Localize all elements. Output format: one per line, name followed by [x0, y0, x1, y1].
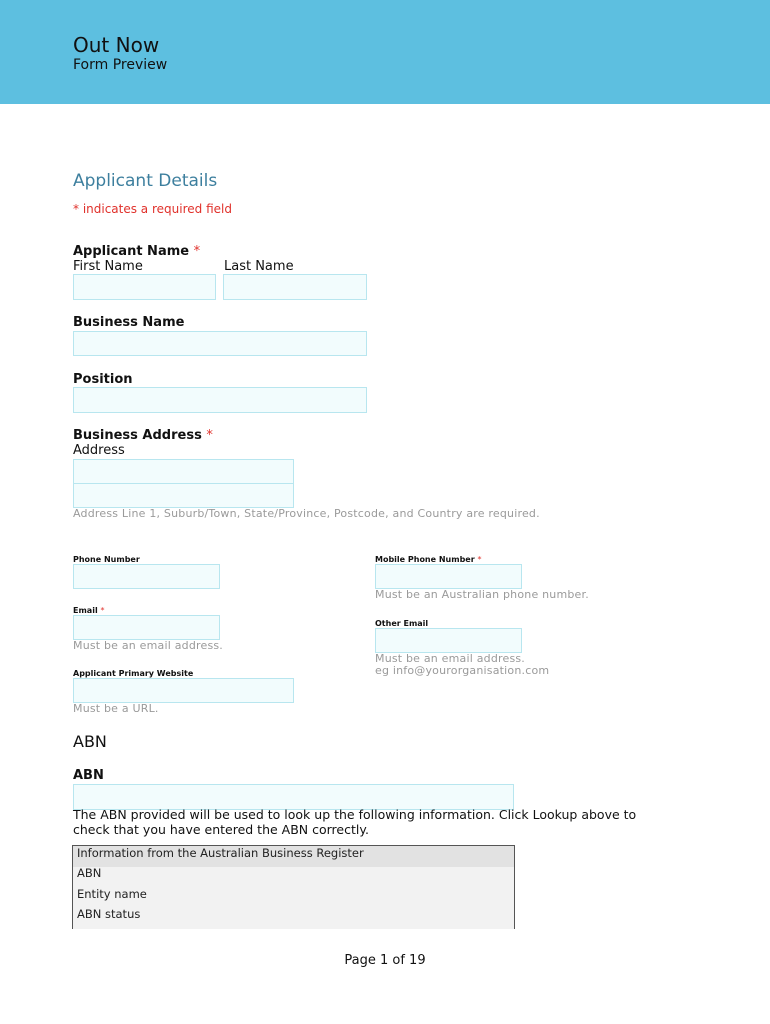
form-title: Out Now [73, 33, 160, 57]
required-note: * indicates a required field [73, 202, 232, 216]
email-label [73, 606, 104, 615]
business-name-label: Business Name [73, 315, 185, 330]
abn-label: ABN [73, 768, 104, 783]
first-name-input[interactable] [73, 274, 216, 300]
form-header [0, 0, 770, 104]
abr-row-abn-status: ABN status [77, 907, 141, 921]
email-label-text: Email [73, 606, 98, 615]
address-line1-input[interactable] [73, 459, 294, 484]
page-number: Page 1 of 19 [344, 953, 426, 968]
business-address-label-text: Business Address [73, 428, 202, 443]
email-help: Must be an email address. [73, 639, 224, 652]
business-address-label [73, 428, 213, 443]
website-help: Must be a URL. [73, 702, 159, 715]
abn-section-heading: ABN [73, 732, 107, 751]
abr-info-header: Information from the Australian Business Register [73, 846, 514, 867]
required-star: * [206, 428, 213, 443]
address-help: Address Line 1, Suburb/Town, State/Province, Postcode, and Country are required. [73, 507, 540, 520]
email-input[interactable] [73, 615, 220, 640]
required-star: * [100, 606, 105, 615]
other-email-example: eg info@yourorganisation.com [375, 664, 550, 677]
website-input[interactable] [73, 678, 294, 703]
position-label: Position [73, 372, 133, 387]
applicant-name-label [73, 244, 200, 259]
abn-description-line2: check that you have entered the ABN correctly. [73, 822, 369, 837]
last-name-label: Last Name [224, 259, 294, 274]
business-name-input[interactable] [73, 331, 367, 356]
first-name-label: First Name [73, 259, 143, 274]
address-sublabel: Address [73, 443, 125, 458]
last-name-input[interactable] [223, 274, 367, 300]
other-email-input[interactable] [375, 628, 522, 653]
applicant-name-label-text: Applicant Name [73, 244, 190, 259]
mobile-label [375, 555, 481, 564]
section-title: Applicant Details [73, 171, 218, 191]
mobile-label-text: Mobile Phone Number [375, 555, 475, 564]
required-star: * [477, 555, 482, 564]
other-email-label: Other Email [375, 619, 429, 628]
abr-row-abn: ABN [77, 866, 102, 880]
phone-input[interactable] [73, 564, 220, 589]
abr-row-entity-name: Entity name [77, 887, 147, 901]
abr-info-table [72, 845, 515, 929]
mobile-input[interactable] [375, 564, 522, 589]
abn-description-line1: The ABN provided will be used to look up the following information. Click Lookup above to [73, 807, 637, 822]
mobile-help: Must be an Australian phone number. [375, 588, 589, 601]
required-star: * [193, 244, 201, 259]
other-email-help: Must be an email address. [375, 652, 526, 665]
website-label: Applicant Primary Website [73, 669, 194, 678]
phone-label: Phone Number [73, 555, 140, 564]
address-line2-input[interactable] [73, 483, 294, 508]
position-input[interactable] [73, 387, 367, 413]
form-subtitle: Form Preview [73, 57, 168, 73]
